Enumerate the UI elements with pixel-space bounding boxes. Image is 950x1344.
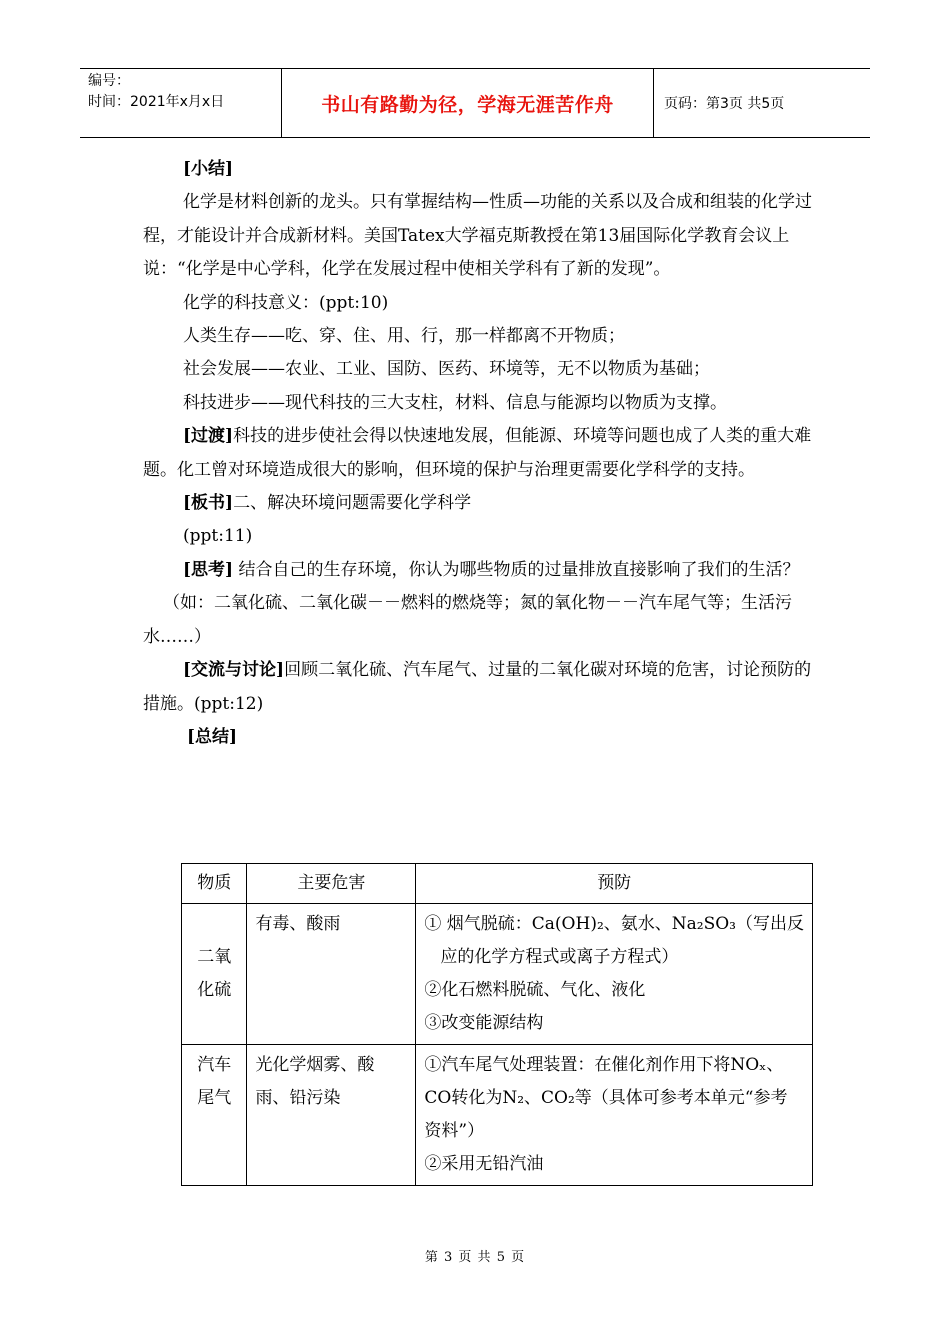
header-harm: 主要危害 bbox=[247, 864, 416, 904]
board-text: 二、解决环境问题需要化学科学 bbox=[233, 493, 472, 514]
paragraph-4: 社会发展——农业、工业、国防、医药、环境等，无不以物质为基础； bbox=[183, 359, 710, 380]
conclusion-heading: [总结] bbox=[187, 726, 238, 747]
page-footer: 第 3 页 共 5 页 bbox=[424, 1250, 526, 1265]
header-meta bbox=[80, 69, 282, 137]
transition-paragraph bbox=[143, 420, 815, 487]
table-header-row bbox=[182, 864, 813, 904]
prevention-item: ②采用无铅汽油 bbox=[424, 1154, 544, 1174]
date-label: 时间：2021年x月x日 bbox=[88, 94, 225, 110]
discuss-paragraph bbox=[143, 654, 815, 721]
prevention-cell bbox=[416, 904, 813, 1045]
page-header bbox=[80, 68, 870, 138]
think-paragraph bbox=[143, 554, 815, 587]
material-cell: 汽车尾气 bbox=[182, 1045, 247, 1186]
board-paragraph bbox=[143, 487, 815, 520]
transition-label: [过渡] bbox=[183, 426, 234, 447]
think-label: [思考] bbox=[183, 559, 234, 580]
document-body bbox=[143, 153, 815, 754]
header-prevention: 预防 bbox=[416, 864, 813, 904]
material-cell: 二氧化硫 bbox=[182, 904, 247, 1045]
prevention-item: ①汽车尾气处理装置：在催化剂作用下将NOₓ、CO转化为N₂、CO₂等（具体可参考本单元“参考资料”） bbox=[424, 1055, 788, 1141]
summary-heading: [小结] bbox=[183, 159, 234, 179]
transition-text: 科技的进步使社会得以快速地发展，但能源、环境等问题也成了人类的重大难题。化工曾对环境造成很大的影响，但环境的保护与治理更需要化学科学的支持。 bbox=[143, 426, 812, 480]
number-label: 编号： bbox=[88, 73, 130, 89]
paragraph-5: 科技进步——现代科技的三大支柱，材料、信息与能源均以物质为支撑。 bbox=[183, 392, 727, 413]
harm-cell: 有毒、酸雨 bbox=[247, 904, 416, 1045]
table-row bbox=[182, 1045, 813, 1186]
header-motto: 书山有路勤为径，学海无涯苦作舟 bbox=[282, 69, 654, 137]
discuss-text: 回顾二氧化硫、汽车尾气、过量的二氧化碳对环境的危害，讨论预防的措施。(ppt:12) bbox=[143, 660, 812, 714]
prevention-item: ③改变能源结构 bbox=[424, 1013, 544, 1033]
prevention-item: ① 烟气脱硫：Ca(OH)₂、氨水、Na₂SO₃（写出反 bbox=[424, 914, 804, 934]
prevention-item: ②化石燃料脱硫、气化、液化 bbox=[424, 980, 646, 1000]
header-material: 物质 bbox=[182, 864, 247, 904]
paragraph-2: 化学的科技意义：(ppt:10) bbox=[183, 292, 389, 313]
board-label: [板书] bbox=[183, 493, 234, 514]
prevention-item-continued: 应的化学方程式或离子方程式） bbox=[440, 947, 679, 967]
paragraph-1: 化学是材料创新的龙头。只有掌握结构—性质—功能的关系以及合成和组装的化学过程，才能设计并合成新材料。美国Tatex大学福克斯教授在第13届国际化学教育会议上说：“化学是中心学科，化学在发展过程中使相关学科有了新的发现”。 bbox=[143, 192, 812, 280]
examples-paragraph: （如：二氧化硫、二氧化碳－－燃料的燃烧等；氮的氧化物－－汽车尾气等；生活污水……） bbox=[143, 593, 792, 647]
prevention-cell bbox=[416, 1045, 813, 1186]
summary-table bbox=[181, 863, 813, 1186]
harm-cell: 光化学烟雾、酸雨、铅污染 bbox=[247, 1045, 416, 1186]
header-page-label: 页码：第3页 共5页 bbox=[664, 96, 785, 112]
think-text: 结合自己的生存环境，你认为哪些物质的过量排放直接影响了我们的生活？ bbox=[233, 559, 800, 580]
table-row bbox=[182, 904, 813, 1045]
discuss-label: [交流与讨论] bbox=[183, 660, 285, 681]
paragraph-3: 人类生存——吃、穿、住、用、行，那一样都离不开物质； bbox=[183, 326, 625, 347]
ppt11-ref: (ppt:11) bbox=[183, 526, 253, 547]
